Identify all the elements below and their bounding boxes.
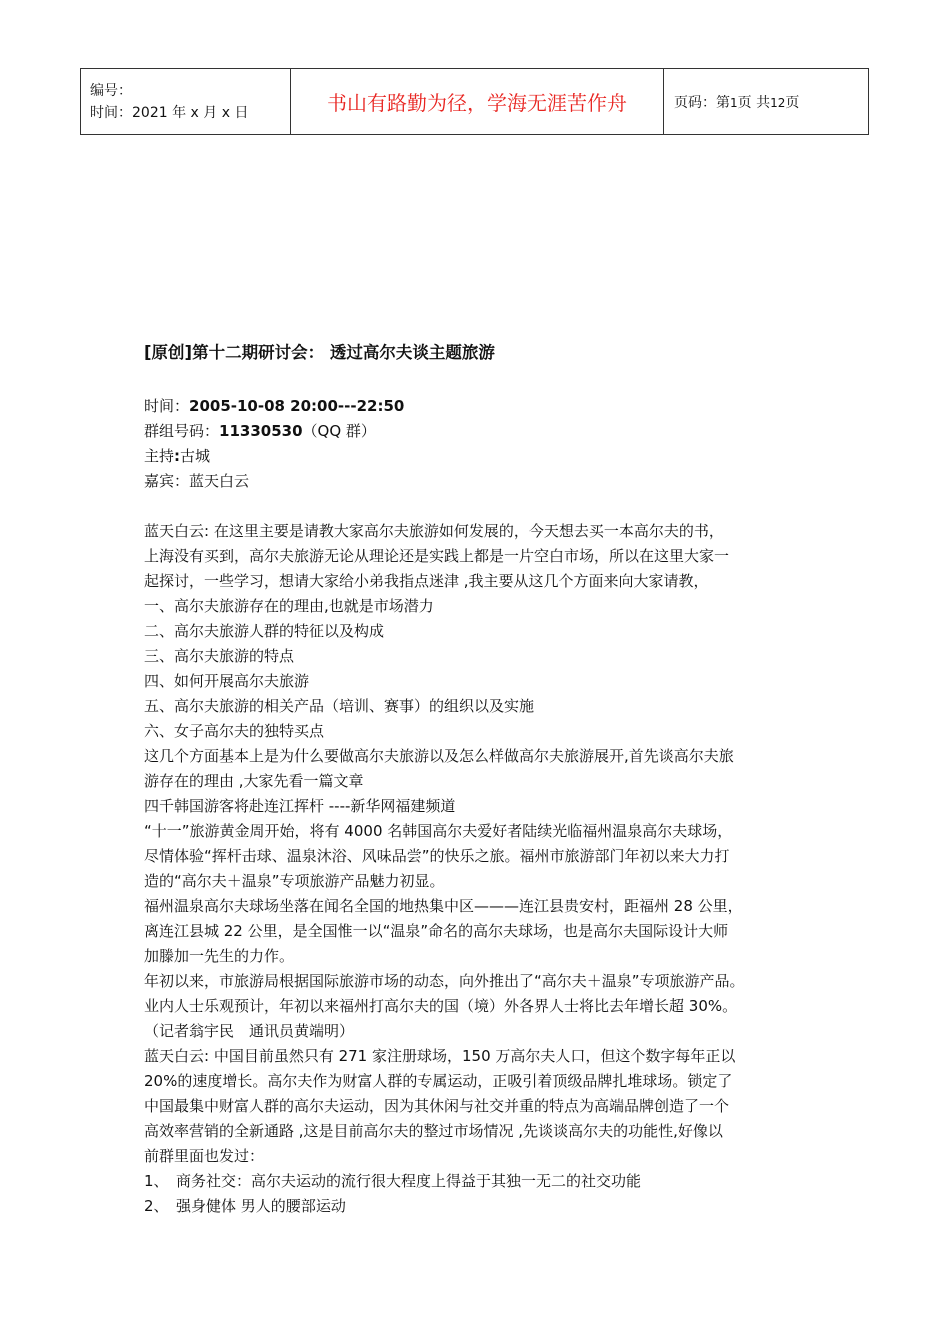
text-line: 上海没有买到，高尔夫旅游无论从理论还是实践上都是一片空白市场，所以在这里大家一 bbox=[144, 547, 730, 565]
text-line: 这几个方面基本上是为什么要做高尔夫旅游以及怎么样做高尔夫旅游展开,首先谈高尔夫旅 bbox=[144, 747, 734, 765]
host bbox=[144, 444, 824, 469]
host-label: 主持 bbox=[144, 447, 175, 465]
guest: 嘉宾：蓝天白云 bbox=[144, 472, 250, 490]
meeting-time-label: 时间： bbox=[144, 397, 190, 415]
meeting-time-value: 2005-10-08 20:00---22:50 bbox=[189, 397, 405, 415]
page-mid: 页 共 bbox=[737, 94, 771, 111]
text-line: （记者翁宇民 通讯员黄端明） bbox=[144, 1022, 355, 1040]
page-suffix: 页 bbox=[785, 94, 800, 111]
number-label: 编号： bbox=[90, 82, 132, 99]
text-line: 年初以来，市旅游局根据国际旅游市场的动态，向外推出了“高尔夫＋温泉”专项旅游产品。 bbox=[144, 972, 745, 990]
article-title: 四千韩国游客将赴连江挥杆 ----新华网福建频道 bbox=[144, 797, 456, 815]
group-number-value: 11330530 bbox=[219, 422, 303, 440]
document-header bbox=[80, 68, 869, 135]
page-prefix: 页码：第 bbox=[674, 94, 730, 111]
group-number bbox=[144, 419, 824, 444]
list-item: 一、高尔夫旅游存在的理由,也就是市场潜力 bbox=[144, 597, 434, 615]
text-line: 前群里面也发过： bbox=[144, 1147, 265, 1165]
text-line: “十一”旅游黄金周开始，将有 4000 名韩国高尔夫爱好者陆续光临福州温泉高尔夫球场， bbox=[144, 822, 733, 840]
text-line: 业内人士乐观预计，年初以来福州打高尔夫的国（境）外各界人士将比去年增长超 30%。 bbox=[144, 997, 738, 1015]
header-info-cell bbox=[81, 69, 291, 135]
list-item: 1、 商务社交：高尔夫运动的流行很大程度上得益于其独一无二的社交功能 bbox=[144, 1172, 642, 1190]
text-line: 游存在的理由 ,大家先看一篇文章 bbox=[144, 772, 364, 790]
list-item: 五、高尔夫旅游的相关产品（培训、赛事）的组织以及实施 bbox=[144, 697, 535, 715]
text-line: 加滕加一先生的力作。 bbox=[144, 947, 295, 965]
motto: 书山有路勤为径，学海无涯苦作舟 bbox=[291, 69, 664, 135]
text-line: 高效率营销的全新通路 ,这是目前高尔夫的整过市场情况 ,先谈谈高尔夫的功能性,好像以 bbox=[144, 1122, 723, 1140]
meeting-info bbox=[144, 394, 824, 494]
list-item: 二、高尔夫旅游人群的特征以及构成 bbox=[144, 622, 385, 640]
page-number bbox=[664, 69, 869, 135]
text-line: 中国最集中财富人群的高尔夫运动，因为其休闲与社交并重的特点为高端品牌创造了一个 bbox=[144, 1097, 730, 1115]
group-number-label: 群组号码： bbox=[144, 422, 220, 440]
text-line: 离连江县城 22 公里，是全国惟一以“温泉”命名的高尔夫球场，也是高尔夫国际设计大师 bbox=[144, 922, 729, 940]
page-current: 1 bbox=[730, 95, 738, 110]
meeting-time bbox=[144, 394, 824, 419]
text-line: 福州温泉高尔夫球场坐落在闻名全国的地热集中区———连江县贵安村，距福州 28 公里， bbox=[144, 897, 743, 915]
text-line: 蓝天白云: 中国目前虽然只有 271 家注册球场，150 万高尔夫人口，但这个数字每年正以 bbox=[144, 1047, 736, 1065]
list-item: 三、高尔夫旅游的特点 bbox=[144, 647, 295, 665]
host-value: 古城 bbox=[180, 447, 211, 465]
page-title: [原创]第十二期研讨会： 透过高尔夫谈主题旅游 bbox=[144, 343, 495, 362]
group-number-suffix: （QQ 群） bbox=[302, 422, 376, 440]
text-line: 20%的速度增长。高尔夫作为财富人群的专属运动，正吸引着顶级品牌扎堆球场。锁定了 bbox=[144, 1072, 733, 1090]
list-item: 四、如何开展高尔夫旅游 bbox=[144, 672, 310, 690]
page-total: 12 bbox=[770, 95, 786, 110]
discussion-text bbox=[144, 519, 824, 1219]
document-body bbox=[144, 341, 824, 1219]
text-line: 蓝天白云: 在这里主要是请教大家高尔夫旅游如何发展的，今天想去买一本高尔夫的书， bbox=[144, 522, 724, 540]
text-line: 起探讨，一些学习，想请大家给小弟我指点迷津 ,我主要从这几个方面来向大家请教， bbox=[144, 572, 709, 590]
text-line: 尽情体验“挥杆击球、温泉沐浴、风味品尝”的快乐之旅。福州市旅游部门年初以来大力打 bbox=[144, 847, 730, 865]
host-colon: : bbox=[174, 447, 181, 465]
list-item: 2、 强身健体 男人的腰部运动 bbox=[144, 1197, 346, 1215]
text-line: 造的“高尔夫＋温泉”专项旅游产品魅力初显。 bbox=[144, 872, 445, 890]
time-label: 时间：2021 年 x 月 x 日 bbox=[90, 104, 249, 121]
list-item: 六、女子高尔夫的独特买点 bbox=[144, 722, 325, 740]
